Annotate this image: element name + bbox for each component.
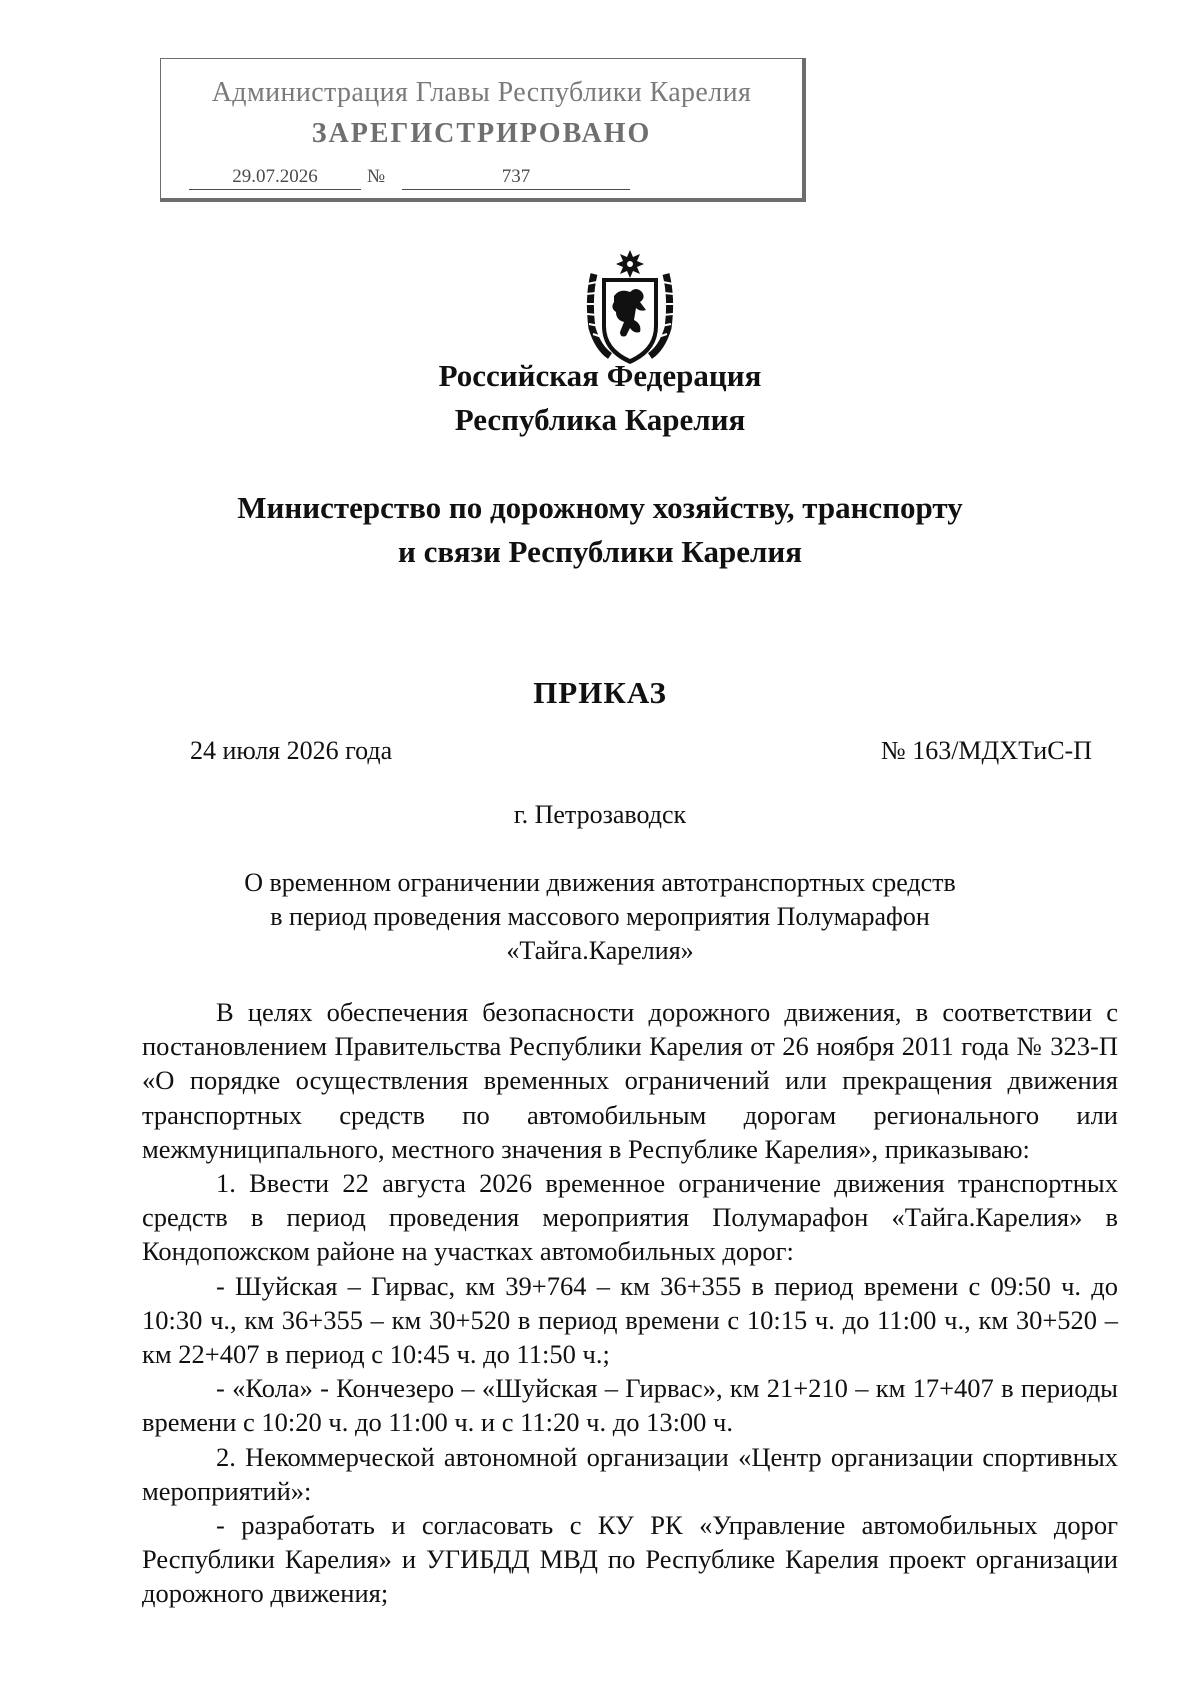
ministry-heading-line2: и связи Республики Карелия	[398, 534, 802, 569]
order-body	[142, 995, 1118, 1611]
stamp-registered-label: ЗАРЕГИСТРИРОВАНО	[311, 118, 652, 149]
registration-stamp	[160, 58, 806, 202]
clause-1-item-kola: - «Кола» - Кончезеро – «Шуйская – Гирвас», км 21+210 – км 17+407 в периоды времени с 10:20 ч. до 11:00 ч. и с 11:20 ч. до 13:00 ч.	[142, 1373, 1118, 1438]
karelia-coat-of-arms-icon	[580, 248, 680, 370]
order-city: г. Петрозаводск	[513, 800, 687, 829]
country-heading: Российская Федерация	[438, 358, 762, 393]
stamp-administration: Администрация Главы Республики Карелия	[211, 77, 752, 108]
preamble-paragraph: В целях обеспечения безопасности дорожного движения, в соответствии с постановлением Правительства Республики Карелия от 26 ноября 2011 года № 323-П «О порядке осуществления временных ограничений или прекращения движения транспортных средств по автомобильным дорогам регионального или межмуниципального, местного значения в Республике Карелия», приказываю:	[142, 997, 1118, 1164]
subject-line1: О временном ограничении движения автотранспортных средств	[244, 868, 956, 897]
order-title: ПРИКАЗ	[533, 675, 667, 710]
ministry-heading-line1: Министерство по дорожному хозяйству, транспорту	[237, 490, 963, 525]
clause-1-item-shuiskaya: - Шуйская – Гирвас, км 39+764 – км 36+355 в период времени с 09:50 ч. до 10:30 ч., км 36+355 – км 30+520 в период времени с 10:15 ч. до 11:00 ч., км 30+520 – км 22+407 в период с 10:45 ч. до 11:50 ч.;	[142, 1270, 1118, 1370]
stamp-number: 737	[402, 165, 630, 190]
clause-1-paragraph: 1. Ввести 22 августа 2026 временное ограничение движения транспортных средств в период проведения мероприятия Полумарафон «Тайга.Карелия» в Кондопожском районе на участках автомобильных дорог:	[142, 1168, 1118, 1267]
order-number: № 163/МДХТиС-П	[880, 736, 1092, 765]
subject-line3: «Тайга.Карелия»	[506, 936, 694, 965]
stamp-number-label: №	[367, 166, 386, 187]
stamp-date: 29.07.2026	[189, 165, 361, 190]
stamp-registration-line	[189, 165, 769, 195]
subject-line2: в период проведения массового мероприятия Полумарафон	[270, 902, 930, 931]
clause-2-paragraph: 2. Некоммерческой автономной организации «Центр организации спортивных мероприятий»:	[142, 1441, 1118, 1506]
order-date: 24 июля 2026 года	[190, 736, 393, 765]
clause-2-item-project: - разработать и согласовать с КУ РК «Управление автомобильных дорог Республики Карелия» и УГИБДД МВД по Республике Карелия проект организации дорожного движения;	[142, 1510, 1118, 1609]
republic-heading: Республика Карелия	[454, 402, 746, 437]
